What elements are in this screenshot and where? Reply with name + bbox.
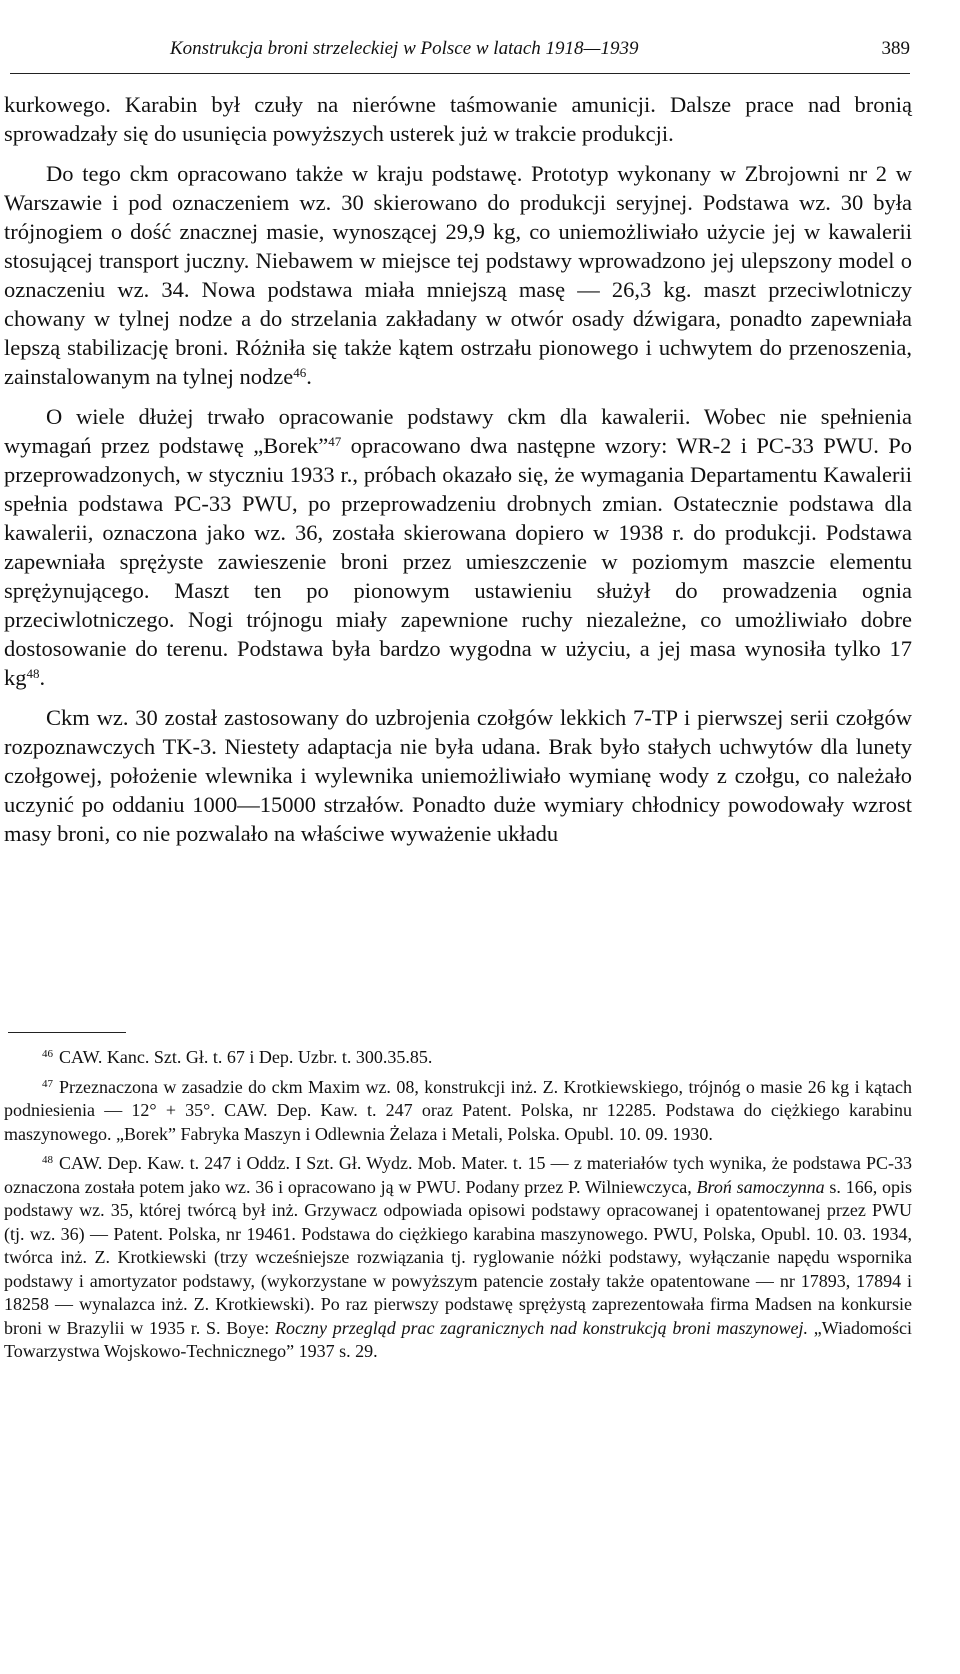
paragraph-2-text: Do tego ckm opracowano także w kraju podstawę. Prototyp wykonany w Zbrojowni nr 2 w Warszawie i pod oznaczeniem wz. 30 skierowano do produkcji seryjnej. Podstawa wz. 30 była trójnogiem o dość znacznej masie, wynoszącej 29,9 kg, co uniemożliwiało użycie jej w kawalerii stosującej transport juczny. Niebawem w miejsce tej podstawy wprowadzono jej ulepszony model o oznaczeniu wz. 34. Nowa podstawa miała mniejszą masę — 26,3 kg. maszt przeciwlotniczy chowany w tylnej nodze a do strzelania zakładany w otwór osady dźwigara, ponadto zapewniała lepszą stabilizację broni. Różniła się także kątem ostrzału pionowego i uchwytem do przenoszenia, zainstalowanym na tylnej nodze (4, 161, 912, 389)
body-text (4, 90, 912, 848)
footnote-48-text-c: „Wiadomości Towarzystwa Wojskowo-Technicznego” 1937 s. 29. (4, 1317, 912, 1361)
footnote-48-text-b: s. 166, opis podstawy wz. 35, której twórcą był inż. Grzywacz odpowiada opisowi podstawy opracowanej i opatentowanej przez PWU (tj. wz. 36) — Patent. Polska, nr 19461. Podstawa do ciężkiego karabina maszynowego. PWU, Polska, Opubl. 10. 03. 1934, twórca inż. Z. Krotkiewski (trzy wcześniejsze rozwiązania tj. ryglowanie nóżki podstawy, wyłączanie napędu wspornika podstawy i amortyzator podstawy, (wykorzystane w powyższym patencie zostały także opatentowane — nr 17893, 17894 i 18258 — wynalazca inż. Z. Krotkiewski). Po raz pierwszy podstawę sprężystą zaprezentowała firma Madsen na konkursie broni w Brazylii w 1935 r. S. Boye: (4, 1176, 912, 1338)
footnote-48-italic-title-2: Roczny przegląd prac zagranicznych nad konstrukcją broni maszynowej. (274, 1317, 808, 1338)
footnote-47-text: Przeznaczona w zasadzie do ckm Maxim wz. 08, konstrukcji inż. Z. Krotkiewskiego, trójnóg o masie 26 kg i kątach podniesienia — 12° + 35°. CAW. Dep. Kaw. t. 247 oraz Patent. Polska, nr 12285. Podstawa do ciężkiego karabinu maszynowego. „Borek” Fabryka Maszyn i Odlewnia Żelaza i Metali, Polska. Opubl. 10. 09. 1930. (4, 1076, 912, 1144)
footnote-48-number: 48 (42, 1154, 53, 1166)
footnote-46-number: 46 (42, 1048, 53, 1060)
footnote-ref-47: 47 (328, 434, 342, 449)
paragraph-2 (4, 159, 912, 391)
footnote-48-italic-title-1: Broń samoczynna (696, 1176, 825, 1197)
footnotes (4, 1046, 912, 1364)
running-title: Konstrukcja broni strzeleckiej w Polsce w latach 1918—1939 (170, 38, 639, 59)
footnote-ref-48: 48 (26, 666, 40, 681)
running-header (10, 38, 910, 68)
paragraph-3-end: . (39, 665, 46, 690)
paragraph-1: kurkowego. Karabin był czuły na nierówne taśmowanie amunicji. Dalsze prace nad bronią sprowadzały się do usunięcia powyższych usterek już w trakcie produkcji. (4, 92, 912, 146)
page-number: 389 (881, 38, 910, 59)
footnote-46-text: CAW. Kanc. Szt. Gł. t. 67 i Dep. Uzbr. t. 300.35.85. (59, 1047, 433, 1067)
footnote-46 (4, 1046, 912, 1070)
paragraph-3-text-a: O wiele dłużej trwało opracowanie podstawy ckm dla kawalerii. Wobec nie spełnienia wymagań przez podstawę „Borek” (4, 404, 912, 458)
footnote-ref-46: 46 (293, 365, 307, 380)
header-rule (10, 73, 910, 74)
footnote-48 (4, 1152, 912, 1364)
footnote-rule (8, 1032, 126, 1033)
paragraph-2-end: . (306, 364, 312, 389)
paragraph-4: Ckm wz. 30 został zastosowany do uzbrojenia czołgów lekkich 7-TP i pierwszej serii czołgów rozpoznawczych TK-3. Niestety adaptacja nie była udana. Brak było stałych uchwytów dla lunety czołgowej, położenie wlewnika i wylewnika uniemożliwiało wymianę wody z czołgu, co należało uczynić po oddaniu 1000—15000 strzałów. Ponadto duże wymiary chłodnicy powodowały wzrost masy broni, co nie pozwalało na właściwe wyważenie układu (4, 705, 912, 846)
footnote-47-number: 47 (42, 1077, 53, 1090)
footnote-47 (4, 1076, 912, 1147)
paragraph-3-text-b: opracowano dwa następne wzory: WR-2 i PC-33 PWU. Po przeprowadzonych, w styczniu 1933 r., próbach okazało się, że wymagania Departamentu Kawalerii spełnia podstawa PC-33 PWU, po przeprowadzeniu drobnych zmian. Ostatecznie podstawa dla kawalerii, oznaczona jako wz. 36, została skierowana dopiero w 1938 r. do produkcji. Podstawa zapewniała sprężyste zawieszenie broni przez umieszczenie w poziomym maszcie elementu sprężynującego. Maszt ten po pionowym ustawieniu służył do prowadzenia ognia przeciwlotniczego. Nogi trójnogu miały zapewnione ruchy niezależne, co umożliwiało dobre dostosowanie do terenu. Podstawa była bardzo wygodna w użyciu, a jej masa wynosiła tylko 17 kg (4, 433, 912, 690)
paragraph-3 (4, 402, 912, 692)
footnote-48-text-a: CAW. Dep. Kaw. t. 247 i Oddz. I Szt. Gł. Wydz. Mob. Mater. t. 15 — z materiałów tych wynika, że podstawa PC-33 oznaczona została potem jako wz. 36 i opracowano ją w PWU. Podany przez P. Wilniewczyca, (4, 1153, 912, 1197)
